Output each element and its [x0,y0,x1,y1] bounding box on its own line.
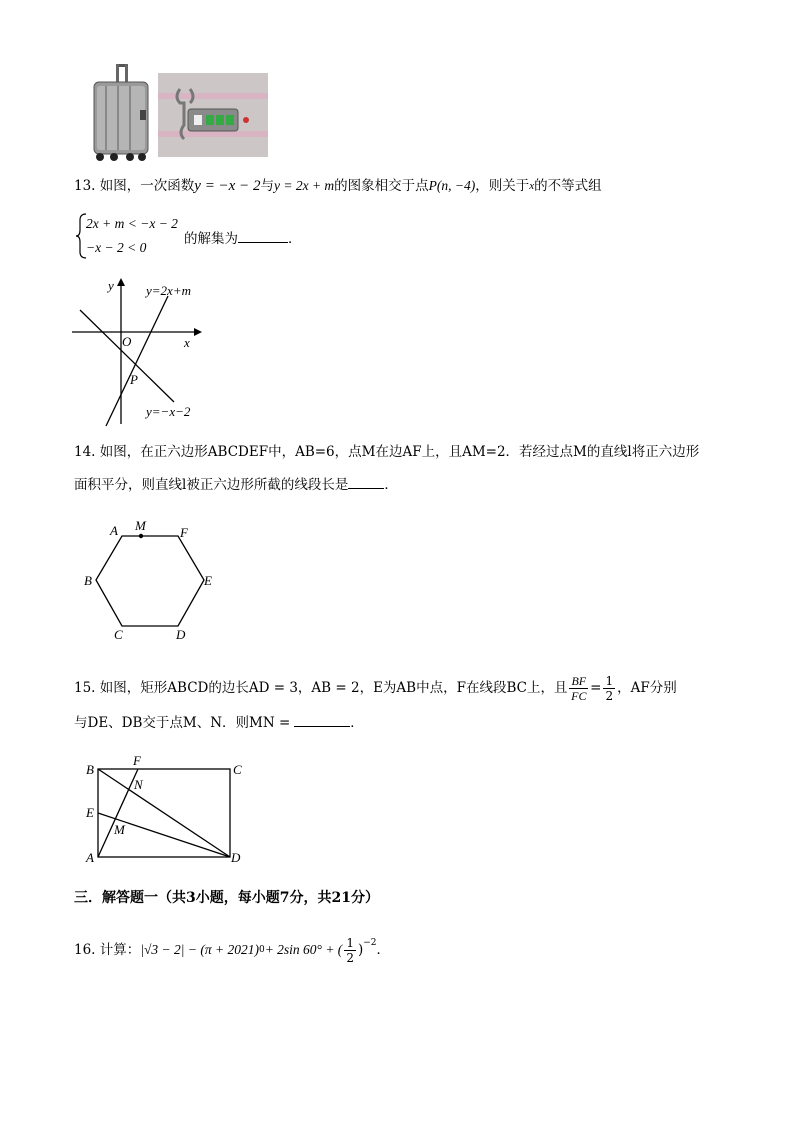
question-14-line2: 面积平分，则直线l被正六边形所截的线段长是 ． [74,474,398,495]
fraction-bf-fc: $\frac{BF}{FC}$ [571,673,587,703]
lock-photo [158,73,268,157]
question-15-line1: 15. 如图，矩形ABCD的边长AD = 3，AB = 2，E为AB中点，F在线段BC上，且 $\frac{BF}{FC}$ = $\frac{1}{2}$ ，AF分别 [74,673,677,703]
svg-text:A: A [86,850,94,865]
hexagon-figure [80,514,230,650]
fraction-half: $\frac{1}{2}$ [605,673,614,703]
suitcase-photo [88,62,152,162]
svg-text:M: M [135,518,146,533]
svg-text:E: E [204,573,212,588]
line2-label: y=−x−2 [146,404,191,419]
origin-label: O [122,334,132,349]
question-14-line1: 14. 如图，在正六边形ABCDEF中，AB=6，点M在边AF上，且AM=2．若经过点M的直线l将正六边形 [74,444,700,460]
svg-text:D: D [231,850,241,865]
question-13-ask: 的解集为 ． [184,228,302,249]
svg-text:C: C [114,627,123,642]
svg-text:A: A [110,523,118,538]
x-axis-label: x [184,335,190,350]
svg-text:M: M [114,822,125,837]
svg-text:B: B [86,762,94,777]
point-p-label: P [130,372,138,387]
svg-text:B: B [84,573,92,588]
y-axis-label: y [108,278,114,293]
question-15-line2: 与DE、DB交于点M、N．则MN = ． [74,712,364,733]
answer-blank [348,474,384,489]
svg-text:N: N [134,777,143,792]
question-number: 13. [74,178,96,194]
line1-label: y=2x+m [146,283,191,298]
q13-graph [70,278,210,432]
rectangle-figure [80,752,255,876]
svg-text:C: C [233,762,242,777]
fraction-half: $\frac{1}{2}$ [346,935,354,965]
answer-blank [238,228,288,243]
answer-blank [294,712,350,727]
section-title: 三．解答题一（共3小题，每小题7分，共21分） [74,890,379,906]
svg-text:E: E [86,805,94,820]
question-16: 16. 计算： |√3 − 2| − (π + 2021) 0 + 2sin 60° + ( $\frac{1}{2}$ ) $^{-2}$ ． [74,935,391,965]
svg-text:F: F [133,753,141,768]
svg-text:F: F [180,525,188,540]
question-13-text: 13. 如图，一次函数y = −x − 2与y = 2x + m的图象相交于点P(n, −4)，则关于$^x$的不等式组 [74,178,602,194]
svg-text:D: D [176,627,186,642]
